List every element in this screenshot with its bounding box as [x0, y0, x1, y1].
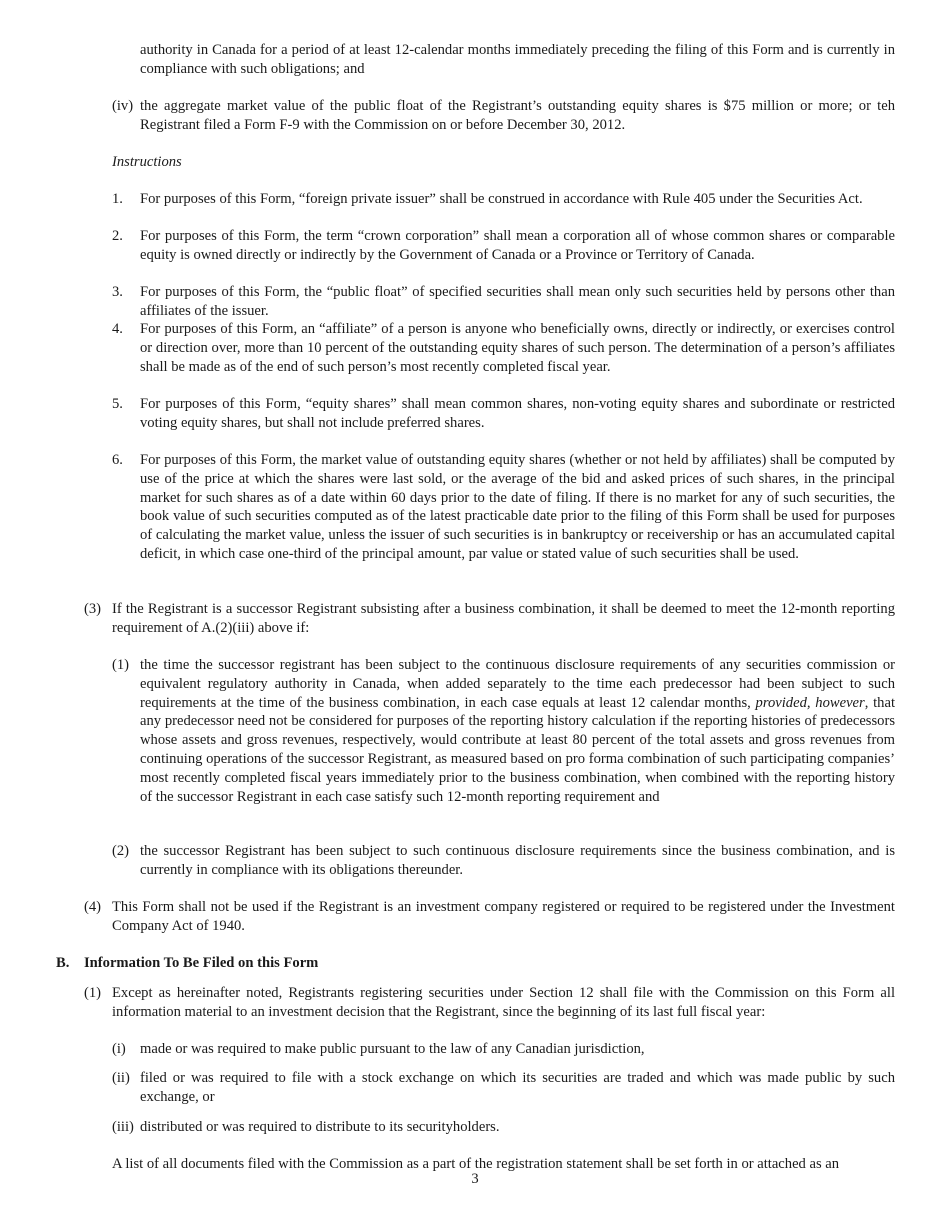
item-a3-2-number: (2) — [112, 843, 130, 859]
instruction-1-text: For purposes of this Form, “foreign private issuer” shall be construed in accordance with Rule 405 under the Securities Act. — [140, 191, 863, 207]
instruction-3-number: 3. — [112, 284, 123, 300]
item-b1-ii-text: filed or was required to file with a stock exchange on which its securities are traded and which was made public by such exchange, or — [140, 1070, 895, 1105]
item-b1-number: (1) — [84, 985, 102, 1001]
closing-paragraph: A list of all documents filed with the Commission as a part of the registration statement shall be set forth in or attached as an — [112, 1156, 840, 1172]
item-b1-iii-number: (iii) — [112, 1119, 134, 1135]
item-b1-i-number: (i) — [112, 1041, 126, 1057]
instruction-4-number: 4. — [112, 321, 123, 337]
instruction-1-number: 1. — [112, 191, 123, 207]
section-b-heading: Information To Be Filed on this Form — [84, 955, 319, 971]
instructions-heading: Instructions — [112, 154, 182, 170]
item-a3-1-number: (1) — [112, 657, 130, 673]
item-b1-iii-text: distributed or was required to distribute to its securityholders. — [140, 1119, 500, 1135]
item-a4-text: This Form shall not be used if the Registrant is an investment company registered or required to be registered under the Investment Company Act of 1940. — [112, 899, 895, 934]
instruction-6-number: 6. — [112, 452, 123, 468]
page-number: 3 — [471, 1171, 479, 1187]
item-a3-text: If the Registrant is a successor Registrant subsisting after a business combination, it shall be deemed to meet the 12-month reporting requirement of A.(2)(iii) above if: — [112, 601, 895, 636]
instruction-2-number: 2. — [112, 228, 123, 244]
instruction-5-text: For purposes of this Form, “equity shares” shall mean common shares, non-voting equity shares and subordinate or restricted voting equity shares, but shall not include preferred shares. — [140, 396, 895, 431]
instruction-2-text: For purposes of this Form, the term “crown corporation” shall mean a corporation all of whose common shares or comparable equity is owned directly or indirectly by the Government of Canada or a Province or Territory of Canada. — [140, 228, 895, 263]
item-a3-1-text: the time the successor registrant has been subject to the continuous disclosure requirements of any securities commission or equivalent regulatory authority in Canada, when added separately to the time each predecessor had been subject to such requirements at the time of the business combination, in each case equals at least 12 calendar months, provided, however, that any predecessor need not be considered for purposes of the reporting history calculation if the reporting histories of predecessors whose assets and gross revenues, respectively, would contribute at least 80 percent of the total assets and gross revenues from continuing operations of the successor Registrant, as measured based on pro forma combination of such participating companies’ most recently completed fiscal years immediately prior to the business combination, when combined with the reporting history of the successor Registrant in each case satisfy such 12-month reporting requirement and — [140, 657, 895, 805]
item-b1-ii-number: (ii) — [112, 1070, 130, 1086]
continued-paragraph: authority in Canada for a period of at least 12-calendar months immediately preceding the filing of this Form and is currently in compliance with such obligations; and — [140, 42, 895, 77]
item-iv-text: the aggregate market value of the public float of the Registrant’s outstanding equity shares is $75 million or more; or teh Registrant filed a Form F-9 with the Commission on or before December 30, 2012. — [140, 98, 895, 133]
section-b-letter: B. — [56, 955, 70, 971]
instruction-3-text: For purposes of this Form, the “public float” of specified securities shall mean only such securities held by persons other than affiliates of the issuer. — [140, 284, 895, 319]
instruction-5-number: 5. — [112, 396, 123, 412]
instruction-6-text: For purposes of this Form, the market value of outstanding equity shares (whether or not held by affiliates) shall be computed by use of the price at which the shares were last sold, or the average of the bid and asked prices of such shares, in the principal market for such shares as of a date within 60 days prior to the date of filing. If there is no market for any of such securities, the book value of such securities computed as of the latest practicable date prior to the filing of this Form shall be used for purposes of calculating the market value, unless the issuer of such securities is in bankruptcy or receivership or has an accumulated capital deficit, in which case one-third of the principal amount, par value or stated value of such securities shall be used. — [140, 452, 895, 562]
item-a4-number: (4) — [84, 899, 102, 915]
item-a3-2-text: the successor Registrant has been subject to such continuous disclosure requirements since the business combination, and is currently in compliance with its obligations thereunder. — [140, 843, 895, 878]
instruction-4-text: For purposes of this Form, an “affiliate” of a person is anyone who beneficially owns, directly or indirectly, or exercises control or direction over, more than 10 percent of the outstanding equity shares of such person. The determination of a person’s affiliates shall be made as of the end of such person’s most recently completed fiscal year. — [140, 321, 895, 375]
item-a3-number: (3) — [84, 601, 102, 617]
item-b1-i-text: made or was required to make public pursuant to the law of any Canadian jurisdiction, — [140, 1041, 645, 1057]
item-iv-number: (iv) — [112, 98, 134, 114]
item-b1-text: Except as hereinafter noted, Registrants registering securities under Section 12 shall file with the Commission on this Form all information material to an investment decision that the Registrant, since the beginning of its last full fiscal year: — [112, 985, 895, 1020]
